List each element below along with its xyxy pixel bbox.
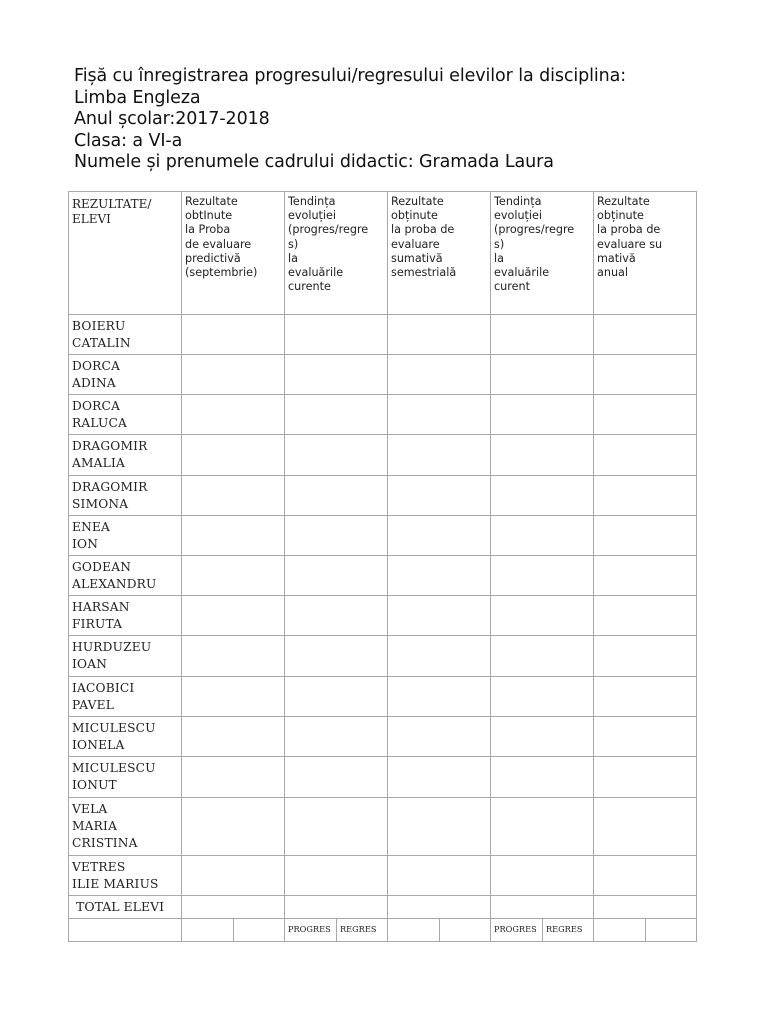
result-cell[interactable]	[491, 516, 594, 556]
student-name-line: GODEAN	[72, 560, 132, 574]
header-line: evoluției	[494, 209, 543, 223]
student-name-cell	[69, 596, 182, 636]
subtotal-cell[interactable]	[388, 919, 440, 942]
result-cell[interactable]	[285, 636, 388, 677]
header-line: Tendința	[288, 195, 336, 208]
header-row	[69, 192, 697, 315]
student-row	[69, 596, 697, 636]
student-name-cell	[69, 677, 182, 717]
result-cell[interactable]	[182, 798, 285, 856]
student-row	[69, 476, 697, 516]
heading-line-class: Clasa: a VI-a	[74, 130, 183, 151]
student-name-cell	[69, 516, 182, 556]
result-cell[interactable]	[388, 355, 491, 395]
student-name-line: ENEA	[72, 520, 111, 534]
student-name-line: IACOBICI	[72, 681, 135, 695]
header-line: mativă	[597, 251, 636, 265]
result-cell[interactable]	[388, 798, 491, 856]
student-name-line: IONUT	[72, 778, 117, 792]
subtotal-cell[interactable]	[440, 919, 491, 942]
result-cell[interactable]	[285, 516, 388, 556]
result-cell[interactable]	[491, 556, 594, 596]
header-line: evaluările	[494, 266, 550, 280]
result-cell[interactable]	[388, 636, 491, 677]
student-name-line: CRISTINA	[72, 836, 138, 850]
student-name-line: MICULESCU	[72, 761, 156, 775]
header-cell-semester-summative	[388, 192, 491, 315]
student-name-line: HARSAN	[72, 600, 130, 614]
header-line: evaluare su	[597, 237, 663, 251]
result-cell[interactable]	[285, 856, 388, 896]
result-cell[interactable]	[182, 636, 285, 677]
header-line: evaluările	[288, 266, 344, 280]
header-line: (septembrie)	[185, 266, 258, 280]
header-line: sumativă	[391, 251, 443, 265]
result-cell[interactable]	[388, 556, 491, 596]
result-cell[interactable]	[182, 435, 285, 476]
result-cell[interactable]	[285, 476, 388, 516]
result-cell[interactable]	[594, 395, 697, 435]
student-name-line: IONELA	[72, 738, 125, 752]
result-cell[interactable]	[285, 355, 388, 395]
result-cell[interactable]	[388, 476, 491, 516]
result-cell[interactable]	[182, 516, 285, 556]
header-line: curent	[494, 280, 530, 294]
result-cell[interactable]	[182, 556, 285, 596]
total-cell[interactable]	[285, 896, 388, 919]
result-cell[interactable]	[594, 856, 697, 896]
result-cell[interactable]	[388, 677, 491, 717]
total-cell[interactable]	[182, 896, 285, 919]
progres-cell[interactable]: PROGRES	[491, 919, 543, 942]
student-row	[69, 757, 697, 798]
student-name-cell	[69, 798, 182, 856]
result-cell[interactable]	[491, 355, 594, 395]
student-name-line: DRAGOMIR	[72, 439, 148, 453]
subtotal-cell[interactable]	[646, 919, 697, 942]
header-line: la	[288, 251, 298, 265]
result-cell[interactable]	[285, 757, 388, 798]
subtotal-cell[interactable]	[182, 919, 234, 942]
header-line: (progres/regre	[494, 223, 575, 237]
student-name-cell	[69, 856, 182, 896]
header-line: curente	[288, 280, 331, 294]
result-cell[interactable]	[388, 395, 491, 435]
student-name-line: VETRES	[72, 860, 126, 874]
header-line: obținute	[391, 209, 438, 223]
result-cell[interactable]	[594, 516, 697, 556]
student-name-cell	[69, 476, 182, 516]
result-cell[interactable]	[594, 596, 697, 636]
result-cell[interactable]	[491, 717, 594, 757]
header-line: de evaluare	[185, 237, 252, 251]
header-line: obținute	[597, 209, 644, 223]
result-cell[interactable]	[285, 798, 388, 856]
student-name-line: MICULESCU	[72, 721, 156, 735]
progres-cell[interactable]: PROGRES	[285, 919, 337, 942]
heading-line-teacher: Numele și prenumele cadrului didactic: Gramada Laura	[74, 152, 554, 172]
header-line: s)	[494, 237, 505, 251]
result-cell[interactable]	[388, 315, 491, 355]
student-row	[69, 677, 697, 717]
result-cell[interactable]	[285, 556, 388, 596]
header-line: la	[494, 251, 504, 265]
student-name-line: ILIE MARIUS	[72, 877, 159, 891]
header-line: la proba de	[597, 223, 661, 237]
student-name-line: RALUCA	[72, 416, 128, 430]
result-cell[interactable]	[285, 315, 388, 355]
student-row	[69, 516, 697, 556]
student-row	[69, 395, 697, 435]
result-cell[interactable]	[182, 395, 285, 435]
total-students-label: TOTAL ELEVI	[69, 896, 182, 919]
student-name-line: DORCA	[72, 359, 121, 373]
header-first-line-2: ELEVI	[72, 212, 111, 226]
student-name-line: VELA	[72, 802, 108, 816]
result-cell[interactable]	[491, 596, 594, 636]
header-line: evaluare	[391, 237, 440, 251]
subtotal-empty-cell	[69, 919, 182, 942]
header-line: semestrială	[391, 266, 457, 280]
heading-line-school-year: Anul școlar:2017-2018	[74, 109, 270, 129]
result-cell[interactable]	[182, 717, 285, 757]
result-cell[interactable]	[388, 516, 491, 556]
student-row	[69, 856, 697, 896]
student-name-line: AMALIA	[72, 456, 125, 470]
student-name-cell	[69, 355, 182, 395]
student-name-cell	[69, 636, 182, 677]
result-cell[interactable]	[594, 315, 697, 355]
heading-line-subject: Limba Engleza	[74, 87, 201, 108]
student-row	[69, 636, 697, 677]
result-cell[interactable]	[285, 717, 388, 757]
student-name-cell	[69, 717, 182, 757]
student-name-line: MARIA	[72, 819, 118, 833]
result-cell[interactable]	[491, 757, 594, 798]
header-line: Rezultate	[597, 195, 650, 208]
student-name-line: DORCA	[72, 399, 121, 413]
result-cell[interactable]	[594, 435, 697, 476]
student-name-line: PAVEL	[72, 698, 115, 712]
result-cell[interactable]	[491, 798, 594, 856]
student-row	[69, 798, 697, 856]
result-cell[interactable]	[182, 315, 285, 355]
header-line: obtInute	[185, 209, 233, 223]
result-cell[interactable]	[285, 677, 388, 717]
student-name-cell	[69, 435, 182, 476]
header-line: Tendința	[494, 195, 542, 208]
result-cell[interactable]	[594, 355, 697, 395]
student-name-cell	[69, 556, 182, 596]
header-cell-trend-current-2	[491, 192, 594, 315]
result-cell[interactable]	[594, 757, 697, 798]
header-line: Rezultate	[391, 195, 444, 208]
result-cell[interactable]	[285, 395, 388, 435]
student-row	[69, 717, 697, 757]
result-cell[interactable]	[491, 677, 594, 717]
result-cell[interactable]	[491, 315, 594, 355]
student-name-line: DRAGOMIR	[72, 480, 148, 494]
result-cell[interactable]	[594, 556, 697, 596]
subtotal-cell[interactable]	[594, 919, 646, 942]
total-cell[interactable]	[491, 896, 594, 919]
student-name-line: FIRUTA	[72, 617, 123, 631]
subtotal-cell[interactable]	[234, 919, 285, 942]
header-line: la proba de	[391, 223, 455, 237]
header-line: Rezultate	[185, 195, 238, 208]
student-name-cell	[69, 395, 182, 435]
result-cell[interactable]	[182, 476, 285, 516]
result-cell[interactable]	[491, 856, 594, 896]
result-cell[interactable]	[594, 717, 697, 757]
student-name-line: SIMONA	[72, 497, 129, 511]
header-line: (progres/regre	[288, 223, 369, 237]
result-cell[interactable]	[182, 856, 285, 896]
student-name-line: CATALIN	[72, 336, 131, 350]
result-cell[interactable]	[594, 798, 697, 856]
header-first-line-1: REZULTATE/	[72, 197, 152, 211]
result-cell[interactable]	[388, 856, 491, 896]
result-cell[interactable]	[491, 476, 594, 516]
result-cell[interactable]	[594, 476, 697, 516]
result-cell[interactable]	[594, 636, 697, 677]
total-cell[interactable]	[388, 896, 491, 919]
result-cell[interactable]	[594, 677, 697, 717]
header-cell-annual-summative	[594, 192, 697, 315]
result-cell[interactable]	[388, 435, 491, 476]
header-cell-predictive	[182, 192, 285, 315]
student-row	[69, 355, 697, 395]
student-name-line: ALEXANDRU	[72, 577, 157, 591]
subtotal-row	[69, 919, 697, 942]
result-cell[interactable]	[285, 435, 388, 476]
result-cell[interactable]	[182, 596, 285, 636]
result-cell[interactable]	[491, 636, 594, 677]
header-cell-trend-current	[285, 192, 388, 315]
header-line: predictivă	[185, 251, 241, 265]
result-cell[interactable]	[182, 757, 285, 798]
document-heading	[74, 66, 626, 174]
student-name-line: ION	[72, 537, 99, 551]
total-cell[interactable]	[594, 896, 697, 919]
result-cell[interactable]	[182, 355, 285, 395]
result-cell[interactable]	[491, 435, 594, 476]
student-name-line: HURDUZEU	[72, 640, 152, 654]
header-line: evoluției	[288, 209, 337, 223]
result-cell[interactable]	[491, 395, 594, 435]
student-row	[69, 556, 697, 596]
student-name-line: ADINA	[72, 376, 116, 390]
heading-line-subject-intro: Fișă cu înregistrarea progresului/regresului elevilor la disciplina:	[74, 66, 627, 86]
header-line: s)	[288, 237, 299, 251]
regres-cell[interactable]: REGRES	[543, 919, 594, 942]
student-row	[69, 435, 697, 476]
header-line: la Proba	[185, 223, 231, 237]
student-name-cell	[69, 315, 182, 355]
student-name-cell	[69, 757, 182, 798]
result-cell[interactable]	[388, 596, 491, 636]
result-cell[interactable]	[388, 757, 491, 798]
header-cell-results-students	[69, 192, 182, 315]
regres-cell[interactable]: REGRES	[337, 919, 388, 942]
student-name-line: BOIERU	[72, 319, 126, 333]
student-name-line: IOAN	[72, 657, 108, 671]
result-cell[interactable]	[182, 677, 285, 717]
header-line: anual	[597, 266, 629, 280]
result-cell[interactable]	[388, 717, 491, 757]
total-row	[69, 896, 697, 919]
progress-table	[68, 191, 697, 942]
student-row	[69, 315, 697, 355]
result-cell[interactable]	[285, 596, 388, 636]
